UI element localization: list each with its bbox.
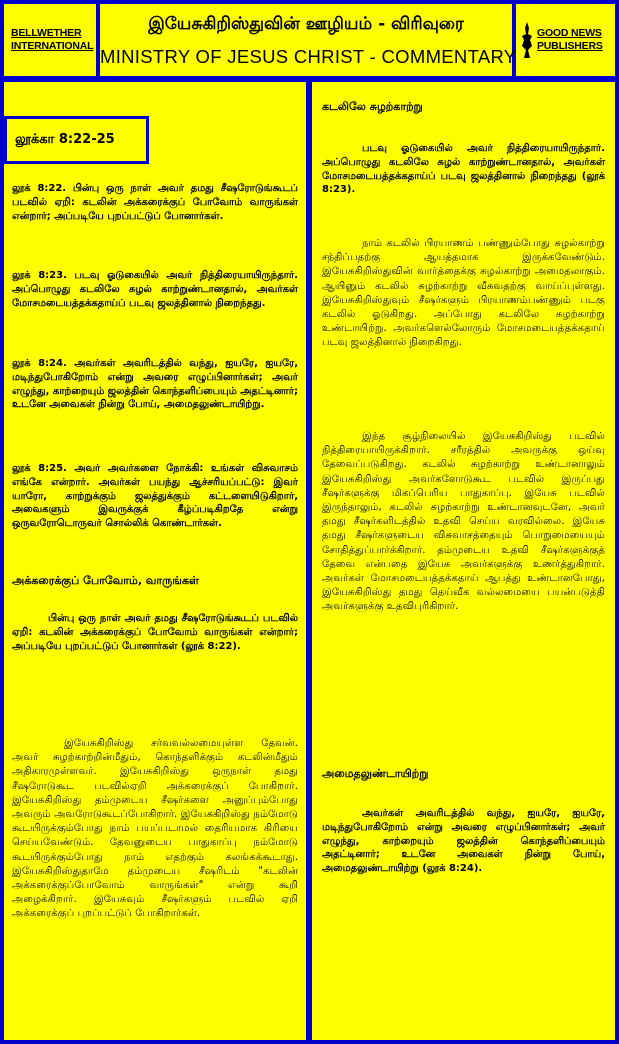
logo-right-line2: PUBLISHERS xyxy=(537,40,603,52)
title-english: MINISTRY OF JESUS CHRIST - COMMENTARY xyxy=(100,46,517,67)
verse-24: லூக் 8:24. அவர்கள் அவரிடத்தில் வந்து, ஐயரே, ஐயரே, மடிந்துபோகிறோம் என்று அவரை எழுப்பினார்கள்; அவர் எழுந்து, காற்றையும் ஜலத்தின் கொந்தளிப்பையும் அதட்டினார்; உடனே அவைகள் நின்று போய், அமைதலுண்டாயிற்று. xyxy=(12,358,298,411)
section-heading: அக்கரைக்குப் போவோம், வாருங்கள் xyxy=(12,574,199,587)
verse-23: லூக் 8:23. படவு ஓடுகையில் அவர் நித்திரையாயிருந்தார். அப்பொழுது கடலிலே சுழல் காற்றுண்டானதால், அவர்கள் மோசமடையத்தக்கதாய்ப் படவு ஜலத்தினால் நிறைந்தது. xyxy=(12,270,298,309)
section-quote: பின்பு ஒரு நாள் அவர் தமது சீஷரோடுங்கூடப் படவில் ஏறி: கடலின் அக்கரைக்குப் போவோம் வாருங்கள் என்றார்; அப்படியே புறப்பட்டுப் போனார்கள் (லூக் 8:22). xyxy=(12,613,298,652)
commentary-paragraph: இயேசுகிறிஸ்து சர்வவல்லமையுள்ள தேவன். அவர் சுழற்காற்றின்மீதும், கொந்தளிக்கும் கடலின்மீதும் அதிகாரமுள்ளவர். இயேசுகிறிஸ்து ஒருநாள் தமது சீஷரோடுகூட படவில்ஏறி அக்கரைக்குப் போகிறார். இயேசுகிறிஸ்து தம்முடைய சீஷர்களை அனுப்பும்போது அவரும் அவரோடுகூடப்போகிறார். இயேசுகிறிஸ்து நம்மோடு கூடயிருக்கும்போது நாம் பயப்படாமல் தைரியமாக கிரியை செய்யவேண்டும். தேவனுடைய பாதுகாப்பு நம்மோடு கூடயிருக்கும்போது நாம் எதற்கும் கலங்கக்கூடாது. இயேசுகிறிஸ்துதாமே தம்முடைய சீஷரிடம் "கடலின் அக்கரைக்குப்போவோம் வாருங்கள்" என்று கூறி அழைக்கிறார். இயேசுவும் சீஷர்களும் படவில் ஏறி அக்கரைக்குப் புறப்பட்டுப் போகிறார்கள். xyxy=(12,738,298,920)
header-banner xyxy=(100,4,517,76)
lamp-icon xyxy=(520,20,534,60)
verse-22: லூக் 8:22. பின்பு ஒரு நாள் அவர் தமது சீஷரோடுங்கூடப் படவில் ஏறி: கடலின் அக்கரைக்குப் போவோம் வாருங்கள் என்றார்; அப்படியே புறப்பட்டுப் போனார்கள். xyxy=(12,183,298,222)
logo-right-line1: GOOD NEWS xyxy=(537,27,602,39)
section-heading-calm: அமைதலுண்டாயிற்று xyxy=(322,767,429,780)
commentary-paragraph-1: நாம் கடலில் பிரயாணம் பண்ணும்போது சுழல்காற்று சந்திப்பதற்கு ஆயத்தமாக இருக்கவேண்டும். இயேசுகிறிஸ்துவின் வார்த்தைக்கு சுழல்காற்று அமைதலாகும். ஆயினும் கடலில் சுழற்காற்று வீசுவதற்கு வாய்ப்புள்ளது. இயேசுகிறிஸ்துவும் சீஷர்களும் பிரயாணம்பண்ணும் படகு கடலில் ஓடுகிறது. அப்போது கடலிலே சுழற்காற்று உண்டாயிற்று. அவர்களெல்லோரும் மோசமடையத்தக்கதாய் படவு ஜலத்தினால் நிறைகிறது. xyxy=(322,238,605,349)
bellwether-logo xyxy=(4,4,96,76)
section-quote-storm: படவு ஓடுகையில் அவர் நித்திரையாயிருந்தார். அப்பொழுது கடலிலே சுழல் காற்றுண்டானதால், அவர்கள் மோசமடையத்தக்கதாய்ப் படவு ஜலத்தினால் நிறைந்தது (லூக் 8:23). xyxy=(322,143,605,196)
good-news-logo xyxy=(516,4,615,76)
verse-25: லூக் 8:25. அவர் அவர்களை நோக்கி: உங்கள் விசுவாசம் எங்கே என்றார். அவர்கள் பயந்து ஆச்சரியப்பட்டு: இவர் யாரோ, காற்றுக்கும் ஜலத்துக்கும் கட்டளையிடுகிறார், அவைகளும் இவருக்குக் கீழ்ப்படிகிறதே என்று ஒருவரோடொருவர் சொல்லிக் கொண்டார்கள். xyxy=(12,463,298,530)
right-column xyxy=(312,82,615,1040)
logo-left-line2: INTERNATIONAL xyxy=(11,40,94,52)
commentary-paragraph-2: இந்த சூழ்நிலையில் இயேசுகிறிஸ்து படவில் நித்திரையாயிருக்கிறார். சரீரத்தில் அவருக்கு ஒய்வு தேவைப்படுகிறது. கடலில் சுழற்காற்று உண்டானாலும் இயேசுகிறிஸ்து அவர்களோடுகூட படவில் இருப்பது சீஷர்களுக்கு மிகப்பெரிய பாதுகாப்பு. இயேசு படவில் இருந்தாலும், கடலில் சுழற்காற்று உண்டானவுடனே, அவர் தமது சீஷர்களிடத்தில் உதவி செய்ய வரவில்லை. இயேசு தமது சீஷர்களுடைய விசுவாசத்தையும் பொறுமையையும் சோதித்துப்பார்க்கிறார். தம்முடைய உதவி சீஷர்களுக்குத் தேவை என்பதை இயேசு அவர்களுக்கு உணர்த்துகிறார். அவர்கள் மோசமடையத்தக்கதாய் ஆபத்து உண்டானபோது, இயேசுகிறிஸ்து தமது தெய்வீக வல்லமையை பயன்படுத்தி அவர்களுக்கு உதவிபுரிகிறார். xyxy=(322,431,605,613)
logo-left-line1: BELLWETHER xyxy=(11,27,82,39)
scripture-reference: லூக்கா 8:22-25 xyxy=(15,132,115,147)
section-quote-calm: அவர்கள் அவரிடத்தில் வந்து, ஐயரே, ஐயரே, மடிந்துபோகிறோம் என்று அவரை எழுப்பினார்கள்; அவர் எழுந்து, காற்றையும் ஜலத்தின் கொந்தளிப்பையும் அதட்டினார்; உடனே அவைகள் நின்று போய், அமைதலுண்டாயிற்று (லூக் 8:24). xyxy=(322,808,605,875)
left-column xyxy=(4,82,306,1040)
scripture-reference-box xyxy=(4,116,149,164)
title-tamil: இயேசுகிறிஸ்துவின் ஊழியம் - விரிவுரை xyxy=(148,14,464,34)
section-heading-storm: கடலிலே சுழற்காற்று xyxy=(322,100,423,113)
